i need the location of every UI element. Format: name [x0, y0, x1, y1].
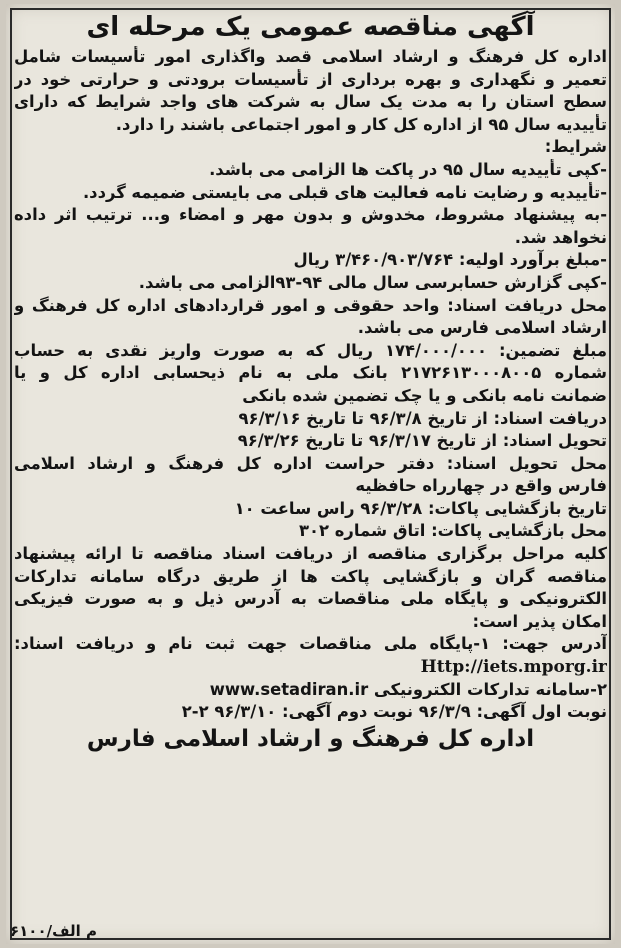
condition-item: -تأییدیه و رضایت نامه فعالیت های قبلی می بایستی ضمیمه گردد. — [82, 182, 607, 202]
reference-number: ۶۱۰۰/م الف — [10, 922, 97, 940]
body-line: تأییدیه سال ۹۵ از اداره کل کار و امور اجتماعی باشند را دارد. — [115, 114, 607, 134]
document-location: محل دریافت اسناد: واحد حقوقی و امور قراردادهای اداره کل فرهنگ و — [14, 295, 607, 315]
guarantee-options: ضمانت نامه بانکی و یا چک تضمین شده بانکی — [242, 385, 607, 405]
tender-notice — [14, 10, 607, 938]
body-line: کلیه مراحل برگزاری مناقصه از دریافت اسناد مناقصه تا ارائه پیشنهاد — [14, 544, 607, 564]
body-line: تعمیر و نگهداری و بهره برداری از تأسیسات برودتی و حرارتی خود در — [14, 69, 607, 89]
body-line: امکان پذیر است: — [472, 611, 607, 631]
body-line: الکترونیکی و پایگاه ملی مناقصات به آدرس ذیل و به صورت فیزیکی — [14, 589, 607, 609]
guarantee-amount: مبلغ تضمین: ۱۷۴/۰۰۰/۰۰۰ ریال که به صورت واریز نقدی به حساب — [14, 340, 607, 360]
condition-item: -کپی گزارش حسابرسی سال مالی ۹۴-۹۳الزامی می باشد. — [138, 272, 607, 292]
organization-signature: اداره کل فرهنگ و ارشاد اسلامی فارس — [86, 725, 535, 752]
opening-date: تاریخ بازگشایی پاکات: ۹۶/۳/۲۸ راس ساعت ۱۰ — [234, 498, 607, 518]
document-location: ارشاد اسلامی فارس می باشد. — [357, 318, 607, 338]
submit-location: فارس واقع در چهارراه حافظیه — [355, 476, 607, 496]
setadiran-link[interactable]: ۲-سامانه تدارکات الکترونیکی www.setadiran.ir — [209, 679, 607, 699]
conditions-heading: شرایط: — [544, 137, 607, 157]
body-line: اداره کل فرهنگ و ارشاد اسلامی قصد واگذاری امور تأسیسات شامل — [14, 47, 607, 66]
estimate-amount: -مبلغ برآورد اولیه: ۳/۴۶۰/۹۰۳/۷۶۴ ریال — [293, 250, 607, 270]
address-line: آدرس جهت: ۱-پایگاه ملی مناقصات جهت ثبت نام و دریافت اسناد: — [14, 634, 607, 654]
opening-location: محل بازگشایی پاکات: اتاق شماره ۳۰۲ — [299, 521, 607, 541]
body-line: مناقصه گران و بازگشایی پاکت ها از طریق درگاه سامانه تدارکات — [14, 566, 607, 586]
submit-location: محل تحویل اسناد: دفتر حراست اداره کل فرهنگ و ارشاد اسلامی — [14, 453, 607, 473]
newspaper-clipping — [6, 4, 615, 944]
body-line: سطح استان را به مدت یک سال به شرکت های واجد شرایط که دارای — [14, 92, 607, 112]
condition-item: نخواهد شد. — [514, 227, 607, 247]
condition-item: -کپی تأییدیه سال ۹۵ در پاکت ها الزامی می باشد. — [209, 159, 607, 179]
guarantee-account: شماره ۲۱۷۲۶۱۳۰۰۰۸۰۰۵ بانک ملی به نام ذیحسابی اداره کل و یا — [14, 363, 607, 383]
iets-link[interactable]: Http://iets.mporg.ir — [420, 657, 607, 678]
condition-item: -به پیشنهاد مشروط، مخدوش و بدون مهر و امضاء و... ترتیب اثر داده — [14, 205, 607, 225]
notice-title: آگهی مناقصه عمومی یک مرحله ای — [86, 12, 535, 42]
receive-dates: دریافت اسناد: از تاریخ ۹۶/۳/۸ تا تاریخ ۹۶/۳/۱۶ — [238, 408, 607, 428]
publication-dates: نوبت اول آگهی: ۹۶/۳/۹ نوبت دوم آگهی: ۹۶/۳/۱۰ ۲-۲ — [181, 702, 607, 722]
submit-dates: تحویل اسناد: از تاریخ ۹۶/۳/۱۷ تا تاریخ ۹۶/۳/۲۶ — [237, 431, 607, 451]
